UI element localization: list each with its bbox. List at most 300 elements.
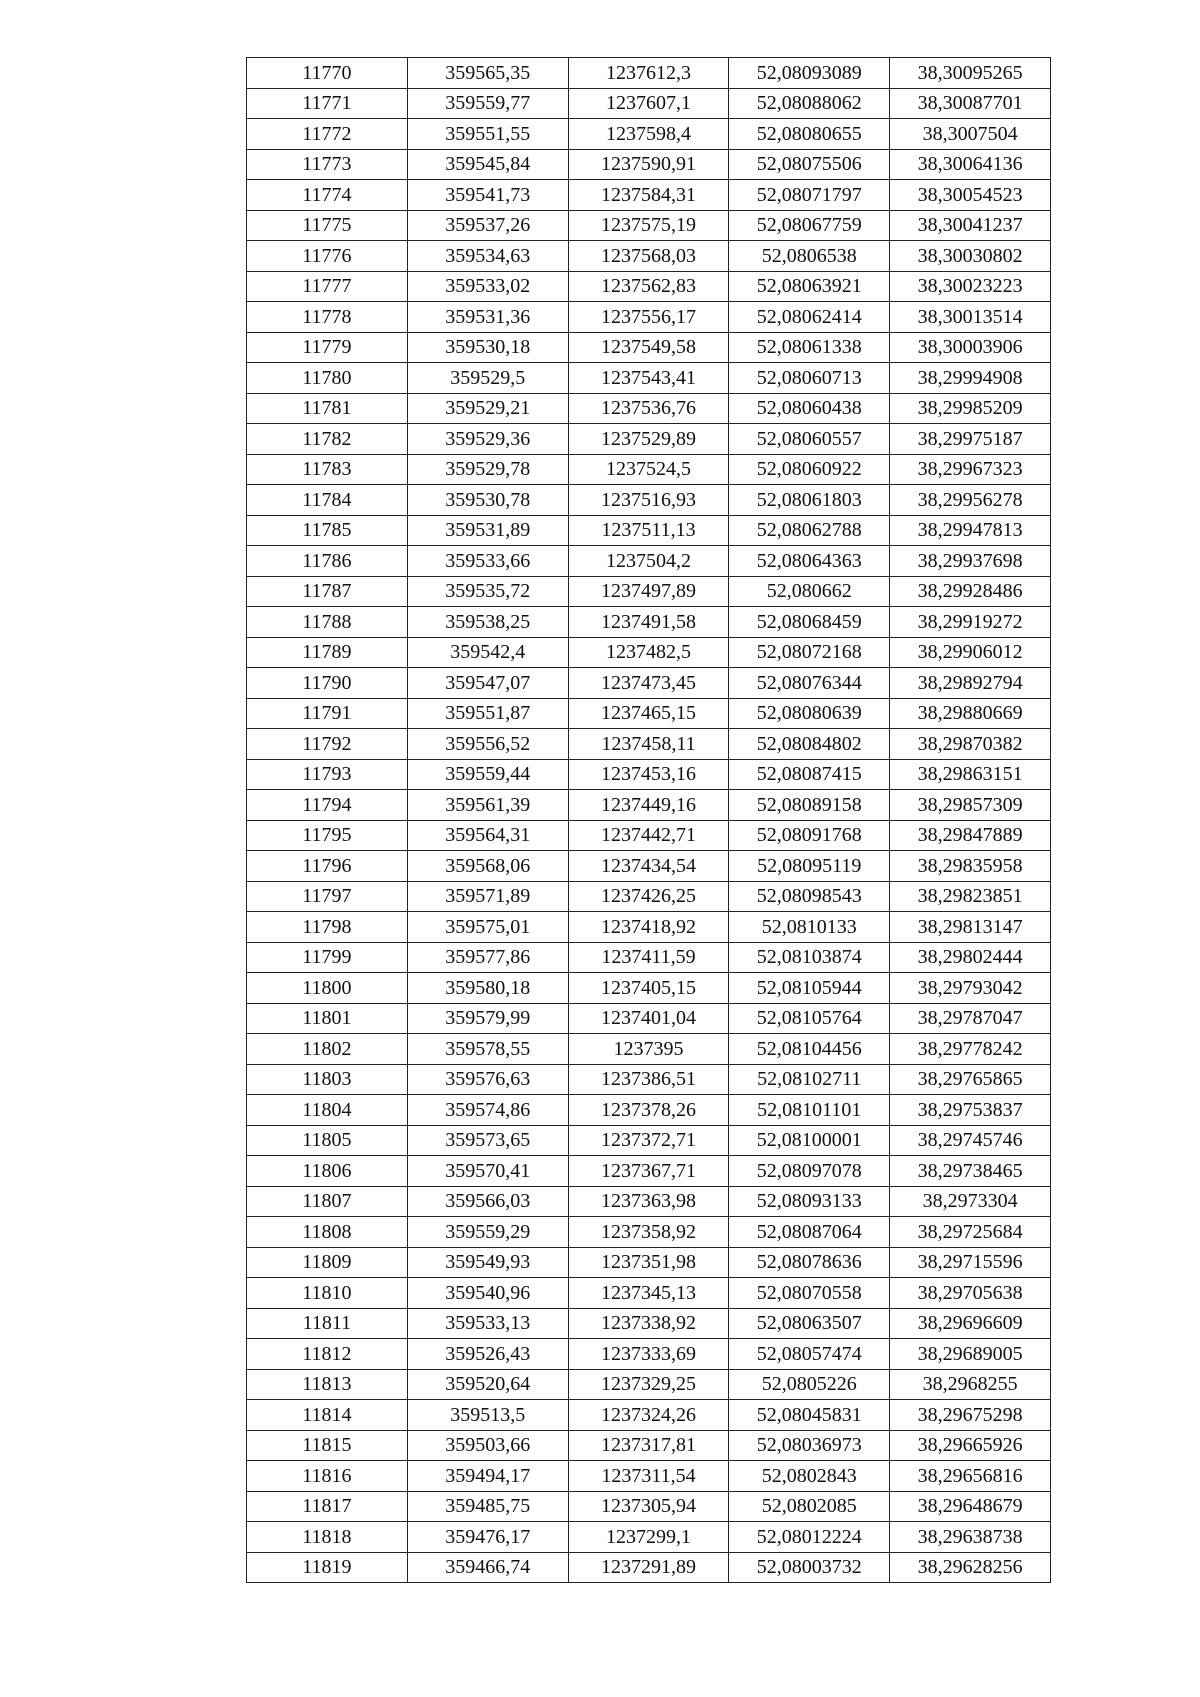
x-coordinate-cell: 359547,07 (407, 668, 568, 699)
point-number-cell: 11803 (247, 1064, 408, 1095)
table-row (247, 1003, 1051, 1034)
latitude-cell: 52,08091768 (729, 820, 890, 851)
table-row (247, 393, 1051, 424)
x-coordinate-cell: 359476,17 (407, 1522, 568, 1553)
table-row (247, 363, 1051, 394)
y-coordinate-cell: 1237556,17 (568, 302, 729, 333)
table-row (247, 576, 1051, 607)
x-coordinate-cell: 359529,78 (407, 454, 568, 485)
x-coordinate-cell: 359559,29 (407, 1217, 568, 1248)
x-coordinate-cell: 359573,65 (407, 1125, 568, 1156)
y-coordinate-cell: 1237590,91 (568, 149, 729, 180)
longitude-cell: 38,29906012 (890, 637, 1051, 668)
x-coordinate-cell: 359576,63 (407, 1064, 568, 1095)
point-number-cell: 11781 (247, 393, 408, 424)
x-coordinate-cell: 359529,36 (407, 424, 568, 455)
y-coordinate-cell: 1237442,71 (568, 820, 729, 851)
latitude-cell: 52,08060922 (729, 454, 890, 485)
y-coordinate-cell: 1237549,58 (568, 332, 729, 363)
point-number-cell: 11778 (247, 302, 408, 333)
longitude-cell: 38,3007504 (890, 119, 1051, 150)
point-number-cell: 11771 (247, 88, 408, 119)
table-row (247, 454, 1051, 485)
coordinates-table (246, 57, 1051, 1583)
y-coordinate-cell: 1237311,54 (568, 1461, 729, 1492)
table-row (247, 881, 1051, 912)
longitude-cell: 38,29696609 (890, 1308, 1051, 1339)
x-coordinate-cell: 359538,25 (407, 607, 568, 638)
x-coordinate-cell: 359531,89 (407, 515, 568, 546)
latitude-cell: 52,08063507 (729, 1308, 890, 1339)
latitude-cell: 52,08003732 (729, 1552, 890, 1583)
table-row (247, 1156, 1051, 1187)
table-row (247, 973, 1051, 1004)
y-coordinate-cell: 1237473,45 (568, 668, 729, 699)
x-coordinate-cell: 359566,03 (407, 1186, 568, 1217)
point-number-cell: 11808 (247, 1217, 408, 1248)
point-number-cell: 11794 (247, 790, 408, 821)
x-coordinate-cell: 359530,18 (407, 332, 568, 363)
latitude-cell: 52,08076344 (729, 668, 890, 699)
x-coordinate-cell: 359542,4 (407, 637, 568, 668)
x-coordinate-cell: 359534,63 (407, 241, 568, 272)
longitude-cell: 38,30095265 (890, 58, 1051, 89)
longitude-cell: 38,29689005 (890, 1339, 1051, 1370)
point-number-cell: 11817 (247, 1491, 408, 1522)
latitude-cell: 52,08071797 (729, 180, 890, 211)
y-coordinate-cell: 1237411,59 (568, 942, 729, 973)
point-number-cell: 11776 (247, 241, 408, 272)
table-row (247, 698, 1051, 729)
latitude-cell: 52,08062788 (729, 515, 890, 546)
point-number-cell: 11772 (247, 119, 408, 150)
table-row (247, 912, 1051, 943)
y-coordinate-cell: 1237378,26 (568, 1095, 729, 1126)
longitude-cell: 38,29947813 (890, 515, 1051, 546)
latitude-cell: 52,08060713 (729, 363, 890, 394)
latitude-cell: 52,08087415 (729, 759, 890, 790)
latitude-cell: 52,08088062 (729, 88, 890, 119)
y-coordinate-cell: 1237291,89 (568, 1552, 729, 1583)
table-row (247, 302, 1051, 333)
point-number-cell: 11793 (247, 759, 408, 790)
x-coordinate-cell: 359578,55 (407, 1034, 568, 1065)
x-coordinate-cell: 359520,64 (407, 1369, 568, 1400)
longitude-cell: 38,29745746 (890, 1125, 1051, 1156)
point-number-cell: 11805 (247, 1125, 408, 1156)
longitude-cell: 38,30087701 (890, 88, 1051, 119)
point-number-cell: 11806 (247, 1156, 408, 1187)
longitude-cell: 38,2973304 (890, 1186, 1051, 1217)
latitude-cell: 52,08045831 (729, 1400, 890, 1431)
x-coordinate-cell: 359503,66 (407, 1430, 568, 1461)
table-row (247, 729, 1051, 760)
table-row (247, 790, 1051, 821)
x-coordinate-cell: 359541,73 (407, 180, 568, 211)
point-number-cell: 11783 (247, 454, 408, 485)
longitude-cell: 38,29870382 (890, 729, 1051, 760)
table-row (247, 210, 1051, 241)
longitude-cell: 38,29753837 (890, 1095, 1051, 1126)
point-number-cell: 11789 (247, 637, 408, 668)
x-coordinate-cell: 359551,87 (407, 698, 568, 729)
latitude-cell: 52,08061803 (729, 485, 890, 516)
longitude-cell: 38,29975187 (890, 424, 1051, 455)
latitude-cell: 52,08060557 (729, 424, 890, 455)
longitude-cell: 38,29787047 (890, 1003, 1051, 1034)
table-row (247, 1522, 1051, 1553)
longitude-cell: 38,29665926 (890, 1430, 1051, 1461)
longitude-cell: 38,29778242 (890, 1034, 1051, 1065)
y-coordinate-cell: 1237543,41 (568, 363, 729, 394)
latitude-cell: 52,08097078 (729, 1156, 890, 1187)
table-row (247, 1430, 1051, 1461)
y-coordinate-cell: 1237395 (568, 1034, 729, 1065)
y-coordinate-cell: 1237482,5 (568, 637, 729, 668)
table-row (247, 942, 1051, 973)
y-coordinate-cell: 1237329,25 (568, 1369, 729, 1400)
y-coordinate-cell: 1237333,69 (568, 1339, 729, 1370)
table-row (247, 1400, 1051, 1431)
latitude-cell: 52,080662 (729, 576, 890, 607)
point-number-cell: 11791 (247, 698, 408, 729)
point-number-cell: 11796 (247, 851, 408, 882)
table-row (247, 271, 1051, 302)
table-row (247, 759, 1051, 790)
point-number-cell: 11773 (247, 149, 408, 180)
point-number-cell: 11802 (247, 1034, 408, 1065)
latitude-cell: 52,08078636 (729, 1247, 890, 1278)
latitude-cell: 52,08100001 (729, 1125, 890, 1156)
x-coordinate-cell: 359466,74 (407, 1552, 568, 1583)
latitude-cell: 52,08101101 (729, 1095, 890, 1126)
longitude-cell: 38,29956278 (890, 485, 1051, 516)
latitude-cell: 52,08093133 (729, 1186, 890, 1217)
latitude-cell: 52,08080639 (729, 698, 890, 729)
longitude-cell: 38,29880669 (890, 698, 1051, 729)
point-number-cell: 11788 (247, 607, 408, 638)
latitude-cell: 52,0805226 (729, 1369, 890, 1400)
y-coordinate-cell: 1237465,15 (568, 698, 729, 729)
y-coordinate-cell: 1237607,1 (568, 88, 729, 119)
point-number-cell: 11816 (247, 1461, 408, 1492)
longitude-cell: 38,29656816 (890, 1461, 1051, 1492)
latitude-cell: 52,08095119 (729, 851, 890, 882)
point-number-cell: 11804 (247, 1095, 408, 1126)
y-coordinate-cell: 1237575,19 (568, 210, 729, 241)
x-coordinate-cell: 359529,5 (407, 363, 568, 394)
longitude-cell: 38,29863151 (890, 759, 1051, 790)
point-number-cell: 11774 (247, 180, 408, 211)
x-coordinate-cell: 359545,84 (407, 149, 568, 180)
point-number-cell: 11818 (247, 1522, 408, 1553)
x-coordinate-cell: 359575,01 (407, 912, 568, 943)
longitude-cell: 38,29705638 (890, 1278, 1051, 1309)
longitude-cell: 38,29994908 (890, 363, 1051, 394)
point-number-cell: 11786 (247, 546, 408, 577)
latitude-cell: 52,08080655 (729, 119, 890, 150)
longitude-cell: 38,29857309 (890, 790, 1051, 821)
table-row (247, 1552, 1051, 1583)
longitude-cell: 38,29892794 (890, 668, 1051, 699)
point-number-cell: 11807 (247, 1186, 408, 1217)
y-coordinate-cell: 1237536,76 (568, 393, 729, 424)
latitude-cell: 52,08084802 (729, 729, 890, 760)
point-number-cell: 11797 (247, 881, 408, 912)
latitude-cell: 52,08062414 (729, 302, 890, 333)
table-row (247, 1095, 1051, 1126)
table-row (247, 241, 1051, 272)
table-row (247, 1369, 1051, 1400)
x-coordinate-cell: 359565,35 (407, 58, 568, 89)
y-coordinate-cell: 1237612,3 (568, 58, 729, 89)
longitude-cell: 38,29919272 (890, 607, 1051, 638)
point-number-cell: 11777 (247, 271, 408, 302)
longitude-cell: 38,29985209 (890, 393, 1051, 424)
table-row (247, 1247, 1051, 1278)
point-number-cell: 11819 (247, 1552, 408, 1583)
point-number-cell: 11814 (247, 1400, 408, 1431)
point-number-cell: 11801 (247, 1003, 408, 1034)
longitude-cell: 38,29738465 (890, 1156, 1051, 1187)
longitude-cell: 38,29813147 (890, 912, 1051, 943)
y-coordinate-cell: 1237497,89 (568, 576, 729, 607)
latitude-cell: 52,08105944 (729, 973, 890, 1004)
point-number-cell: 11812 (247, 1339, 408, 1370)
longitude-cell: 38,30054523 (890, 180, 1051, 211)
y-coordinate-cell: 1237363,98 (568, 1186, 729, 1217)
table-row (247, 149, 1051, 180)
y-coordinate-cell: 1237458,11 (568, 729, 729, 760)
latitude-cell: 52,08098543 (729, 881, 890, 912)
latitude-cell: 52,08103874 (729, 942, 890, 973)
longitude-cell: 38,29675298 (890, 1400, 1051, 1431)
x-coordinate-cell: 359559,77 (407, 88, 568, 119)
x-coordinate-cell: 359540,96 (407, 1278, 568, 1309)
longitude-cell: 38,29802444 (890, 942, 1051, 973)
table-row (247, 119, 1051, 150)
point-number-cell: 11784 (247, 485, 408, 516)
latitude-cell: 52,08036973 (729, 1430, 890, 1461)
table-row (247, 332, 1051, 363)
longitude-cell: 38,29638738 (890, 1522, 1051, 1553)
y-coordinate-cell: 1237511,13 (568, 515, 729, 546)
latitude-cell: 52,08089158 (729, 790, 890, 821)
table-row (247, 820, 1051, 851)
latitude-cell: 52,08093089 (729, 58, 890, 89)
y-coordinate-cell: 1237305,94 (568, 1491, 729, 1522)
table-row (247, 1308, 1051, 1339)
x-coordinate-cell: 359561,39 (407, 790, 568, 821)
table-row (247, 668, 1051, 699)
longitude-cell: 38,29847889 (890, 820, 1051, 851)
table-row (247, 607, 1051, 638)
x-coordinate-cell: 359579,99 (407, 1003, 568, 1034)
point-number-cell: 11779 (247, 332, 408, 363)
latitude-cell: 52,08075506 (729, 149, 890, 180)
point-number-cell: 11798 (247, 912, 408, 943)
point-number-cell: 11813 (247, 1369, 408, 1400)
point-number-cell: 11800 (247, 973, 408, 1004)
point-number-cell: 11810 (247, 1278, 408, 1309)
point-number-cell: 11815 (247, 1430, 408, 1461)
y-coordinate-cell: 1237598,4 (568, 119, 729, 150)
y-coordinate-cell: 1237453,16 (568, 759, 729, 790)
y-coordinate-cell: 1237568,03 (568, 241, 729, 272)
point-number-cell: 11775 (247, 210, 408, 241)
table-row (247, 851, 1051, 882)
latitude-cell: 52,08070558 (729, 1278, 890, 1309)
x-coordinate-cell: 359580,18 (407, 973, 568, 1004)
longitude-cell: 38,29793042 (890, 973, 1051, 1004)
y-coordinate-cell: 1237367,71 (568, 1156, 729, 1187)
x-coordinate-cell: 359533,13 (407, 1308, 568, 1339)
longitude-cell: 38,29937698 (890, 546, 1051, 577)
y-coordinate-cell: 1237345,13 (568, 1278, 729, 1309)
table-row (247, 1034, 1051, 1065)
x-coordinate-cell: 359533,66 (407, 546, 568, 577)
table-row (247, 637, 1051, 668)
table-row (247, 485, 1051, 516)
table-row (247, 180, 1051, 211)
longitude-cell: 38,30030802 (890, 241, 1051, 272)
longitude-cell: 38,2968255 (890, 1369, 1051, 1400)
longitude-cell: 38,29835958 (890, 851, 1051, 882)
y-coordinate-cell: 1237562,83 (568, 271, 729, 302)
x-coordinate-cell: 359574,86 (407, 1095, 568, 1126)
y-coordinate-cell: 1237401,04 (568, 1003, 729, 1034)
y-coordinate-cell: 1237372,71 (568, 1125, 729, 1156)
table-row (247, 1125, 1051, 1156)
point-number-cell: 11795 (247, 820, 408, 851)
latitude-cell: 52,08072168 (729, 637, 890, 668)
x-coordinate-cell: 359526,43 (407, 1339, 568, 1370)
point-number-cell: 11787 (247, 576, 408, 607)
x-coordinate-cell: 359485,75 (407, 1491, 568, 1522)
x-coordinate-cell: 359577,86 (407, 942, 568, 973)
coordinates-table-body (247, 58, 1051, 1583)
y-coordinate-cell: 1237449,16 (568, 790, 729, 821)
longitude-cell: 38,29765865 (890, 1064, 1051, 1095)
x-coordinate-cell: 359549,93 (407, 1247, 568, 1278)
point-number-cell: 11780 (247, 363, 408, 394)
y-coordinate-cell: 1237434,54 (568, 851, 729, 882)
table-row (247, 515, 1051, 546)
y-coordinate-cell: 1237529,89 (568, 424, 729, 455)
x-coordinate-cell: 359533,02 (407, 271, 568, 302)
x-coordinate-cell: 359529,21 (407, 393, 568, 424)
point-number-cell: 11809 (247, 1247, 408, 1278)
latitude-cell: 52,08068459 (729, 607, 890, 638)
latitude-cell: 52,08012224 (729, 1522, 890, 1553)
y-coordinate-cell: 1237524,5 (568, 454, 729, 485)
x-coordinate-cell: 359559,44 (407, 759, 568, 790)
y-coordinate-cell: 1237491,58 (568, 607, 729, 638)
point-number-cell: 11770 (247, 58, 408, 89)
longitude-cell: 38,29823851 (890, 881, 1051, 912)
point-number-cell: 11785 (247, 515, 408, 546)
y-coordinate-cell: 1237584,31 (568, 180, 729, 211)
x-coordinate-cell: 359556,52 (407, 729, 568, 760)
x-coordinate-cell: 359531,36 (407, 302, 568, 333)
longitude-cell: 38,30003906 (890, 332, 1051, 363)
y-coordinate-cell: 1237358,92 (568, 1217, 729, 1248)
y-coordinate-cell: 1237516,93 (568, 485, 729, 516)
point-number-cell: 11799 (247, 942, 408, 973)
table-row (247, 1217, 1051, 1248)
latitude-cell: 52,0810133 (729, 912, 890, 943)
longitude-cell: 38,30013514 (890, 302, 1051, 333)
y-coordinate-cell: 1237351,98 (568, 1247, 729, 1278)
x-coordinate-cell: 359571,89 (407, 881, 568, 912)
point-number-cell: 11790 (247, 668, 408, 699)
latitude-cell: 52,08087064 (729, 1217, 890, 1248)
longitude-cell: 38,29648679 (890, 1491, 1051, 1522)
table-row (247, 546, 1051, 577)
table-row (247, 1461, 1051, 1492)
x-coordinate-cell: 359535,72 (407, 576, 568, 607)
longitude-cell: 38,29628256 (890, 1552, 1051, 1583)
longitude-cell: 38,30041237 (890, 210, 1051, 241)
longitude-cell: 38,29725684 (890, 1217, 1051, 1248)
x-coordinate-cell: 359570,41 (407, 1156, 568, 1187)
x-coordinate-cell: 359564,31 (407, 820, 568, 851)
longitude-cell: 38,29715596 (890, 1247, 1051, 1278)
table-row (247, 1186, 1051, 1217)
table-row (247, 1339, 1051, 1370)
latitude-cell: 52,08105764 (729, 1003, 890, 1034)
latitude-cell: 52,08061338 (729, 332, 890, 363)
table-row (247, 1064, 1051, 1095)
latitude-cell: 52,08104456 (729, 1034, 890, 1065)
latitude-cell: 52,08057474 (729, 1339, 890, 1370)
x-coordinate-cell: 359530,78 (407, 485, 568, 516)
x-coordinate-cell: 359537,26 (407, 210, 568, 241)
table-row (247, 1278, 1051, 1309)
latitude-cell: 52,0806538 (729, 241, 890, 272)
y-coordinate-cell: 1237317,81 (568, 1430, 729, 1461)
latitude-cell: 52,08064363 (729, 546, 890, 577)
y-coordinate-cell: 1237418,92 (568, 912, 729, 943)
y-coordinate-cell: 1237338,92 (568, 1308, 729, 1339)
table-row (247, 58, 1051, 89)
latitude-cell: 52,0802843 (729, 1461, 890, 1492)
x-coordinate-cell: 359551,55 (407, 119, 568, 150)
x-coordinate-cell: 359513,5 (407, 1400, 568, 1431)
latitude-cell: 52,0802085 (729, 1491, 890, 1522)
latitude-cell: 52,08063921 (729, 271, 890, 302)
point-number-cell: 11811 (247, 1308, 408, 1339)
table-row (247, 424, 1051, 455)
latitude-cell: 52,08067759 (729, 210, 890, 241)
y-coordinate-cell: 1237386,51 (568, 1064, 729, 1095)
longitude-cell: 38,30064136 (890, 149, 1051, 180)
table-row (247, 88, 1051, 119)
y-coordinate-cell: 1237324,26 (568, 1400, 729, 1431)
longitude-cell: 38,30023223 (890, 271, 1051, 302)
y-coordinate-cell: 1237299,1 (568, 1522, 729, 1553)
latitude-cell: 52,08060438 (729, 393, 890, 424)
point-number-cell: 11792 (247, 729, 408, 760)
latitude-cell: 52,08102711 (729, 1064, 890, 1095)
y-coordinate-cell: 1237426,25 (568, 881, 729, 912)
longitude-cell: 38,29967323 (890, 454, 1051, 485)
y-coordinate-cell: 1237504,2 (568, 546, 729, 577)
longitude-cell: 38,29928486 (890, 576, 1051, 607)
x-coordinate-cell: 359568,06 (407, 851, 568, 882)
x-coordinate-cell: 359494,17 (407, 1461, 568, 1492)
point-number-cell: 11782 (247, 424, 408, 455)
